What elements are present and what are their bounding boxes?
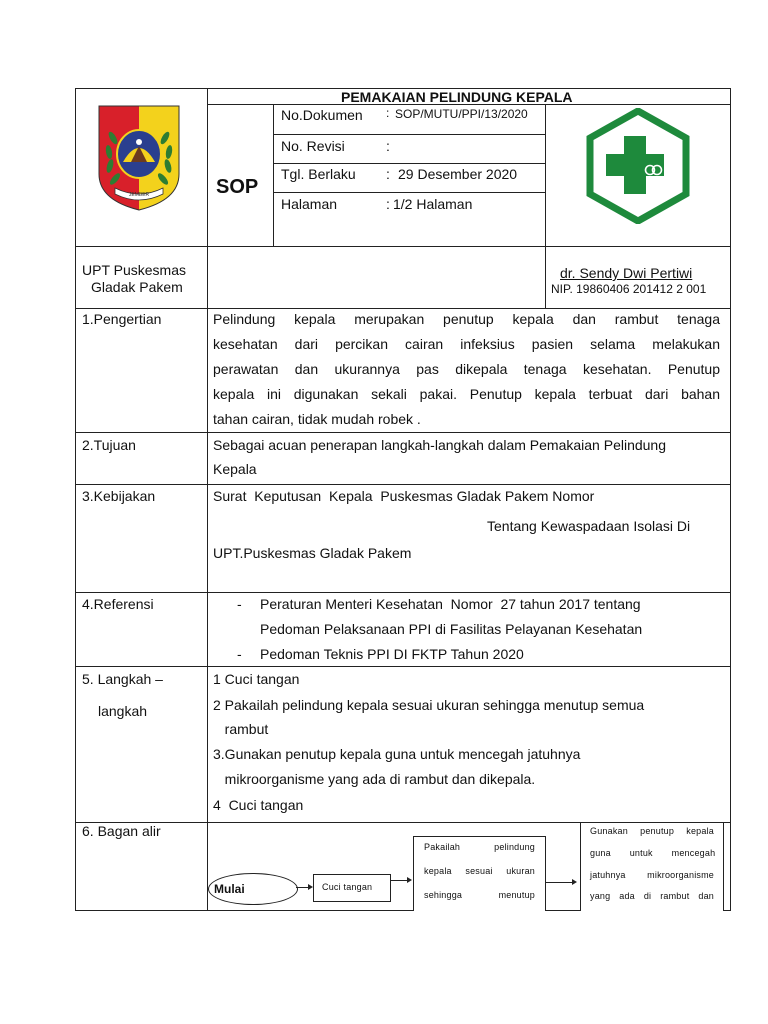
tujuan-line-1: Sebagai acuan penerapan langkah-langkah dalam Pemakaian Pelindung bbox=[213, 437, 667, 453]
svg-text:JEMBER: JEMBER bbox=[128, 192, 150, 198]
field-value-halaman: 1/2 Halaman bbox=[393, 196, 473, 212]
section-label-kebijakan: 3.Kebijakan bbox=[82, 488, 156, 504]
flow-step-gunakan-line: guna untuk mencegah bbox=[590, 848, 716, 858]
field-sep: : bbox=[386, 106, 390, 120]
org-name-line1: UPT Puskesmas bbox=[82, 262, 186, 278]
section-label-pengertian: 1.Pengertian bbox=[82, 311, 162, 327]
kebijakan-line-1: Surat Keputusan Kepala Puskesmas Gladak Pakem Nomor bbox=[213, 488, 595, 504]
referensi-item-2-line1: Pedoman Teknis PPI DI FKTP Tahun 2020 bbox=[260, 646, 524, 662]
text-line: kepala ini digunakan sekali pakai. Penutup kepala terbuat dari bahan bbox=[213, 386, 720, 402]
step-line: 3.Gunakan penutup kepala guna untuk mencegah jatuhnya bbox=[213, 746, 581, 762]
field-sep: : bbox=[386, 196, 390, 212]
field-value-no-dokumen: SOP/MUTU/PPI/13/2020 bbox=[395, 107, 528, 121]
flow-arrow bbox=[545, 882, 573, 883]
text-line: kesehatan dari percikan cairan infeksius pasien selama melakukan bbox=[213, 336, 720, 352]
flow-step-cuci-tangan-label: Cuci tangan bbox=[322, 882, 373, 892]
field-label-no-revisi: No. Revisi bbox=[281, 138, 345, 154]
tujuan-line-2: Kepala bbox=[213, 461, 257, 477]
flow-step-gunakan-line: jatuhnya mikroorganisme bbox=[590, 870, 714, 880]
step-line: 4 Cuci tangan bbox=[213, 797, 304, 813]
step-line: 2 Pakailah pelindung kepala sesuai ukuran sehingga menutup semua bbox=[213, 697, 645, 713]
document-title: PEMAKAIAN PELINDUNG KEPALA bbox=[341, 89, 573, 105]
referensi-bullet: - bbox=[237, 646, 242, 662]
flow-start-label: Mulai bbox=[214, 882, 245, 896]
sop-label: SOP bbox=[216, 176, 259, 198]
section-label-referensi: 4.Referensi bbox=[82, 596, 154, 612]
kebijakan-line-2: Tentang Kewaspadaan Isolasi Di bbox=[487, 518, 691, 534]
flow-step-pakailah-line: sehingga menutup bbox=[424, 890, 535, 900]
text-line: Pelindung kepala merupakan penutup kepala dan rambut tenaga bbox=[213, 311, 720, 327]
org-name-line2: Gladak Pakem bbox=[91, 279, 183, 295]
arrow-head-icon bbox=[572, 879, 577, 885]
arrow-head-icon bbox=[407, 877, 412, 883]
text-line: tahan cairan, tidak mudah robek . bbox=[213, 411, 421, 427]
step-line: 1 Cuci tangan bbox=[213, 671, 300, 687]
field-label-tgl-berlaku: Tgl. Berlaku bbox=[281, 166, 356, 182]
text-line: perawatan dan ukurannya pas dikepala tenaga kesehatan. Penutup bbox=[213, 361, 720, 377]
referensi-item-1-line2: Pedoman Pelaksanaan PPI di Fasilitas Pelayanan Kesehatan bbox=[260, 621, 643, 637]
flow-step-gunakan-line: Gunakan penutup kepala bbox=[590, 826, 714, 836]
section-label-langkah-1: 5. Langkah – bbox=[82, 671, 163, 687]
section-label-bagan: 6. Bagan alir bbox=[82, 823, 161, 839]
flow-arrow bbox=[390, 880, 408, 881]
field-value-tgl-berlaku: 29 Desember 2020 bbox=[398, 166, 518, 182]
step-line: mikroorganisme yang ada di rambut dan dikepala. bbox=[213, 771, 536, 787]
referensi-item-1-line1: Peraturan Menteri Kesehatan Nomor 27 tahun 2017 tentang bbox=[260, 596, 641, 612]
referensi-bullet: - bbox=[237, 596, 242, 612]
field-label-no-dokumen: No.Dokumen bbox=[281, 107, 363, 123]
kebijakan-line-3: UPT.Puskesmas Gladak Pakem bbox=[213, 545, 412, 561]
signatory-name: dr. Sendy Dwi Pertiwi bbox=[560, 265, 693, 281]
field-sep: : bbox=[386, 138, 390, 154]
step-line: rambut bbox=[213, 721, 269, 737]
flow-step-gunakan-line: yang ada di rambut dan bbox=[590, 891, 714, 901]
section-label-tujuan: 2.Tujuan bbox=[82, 437, 136, 453]
flow-step-pakailah-line: kepala sesuai ukuran bbox=[424, 866, 535, 876]
field-label-halaman: Halaman bbox=[281, 196, 338, 212]
signatory-nip: NIP. 19860406 201412 2 001 bbox=[551, 282, 707, 296]
puskesmas-logo-icon bbox=[586, 108, 690, 224]
flow-step-pakailah-line: Pakailah pelindung bbox=[424, 842, 535, 852]
field-sep: : bbox=[386, 166, 390, 182]
jember-emblem-icon bbox=[93, 104, 185, 212]
section-label-langkah-2: langkah bbox=[98, 703, 148, 719]
